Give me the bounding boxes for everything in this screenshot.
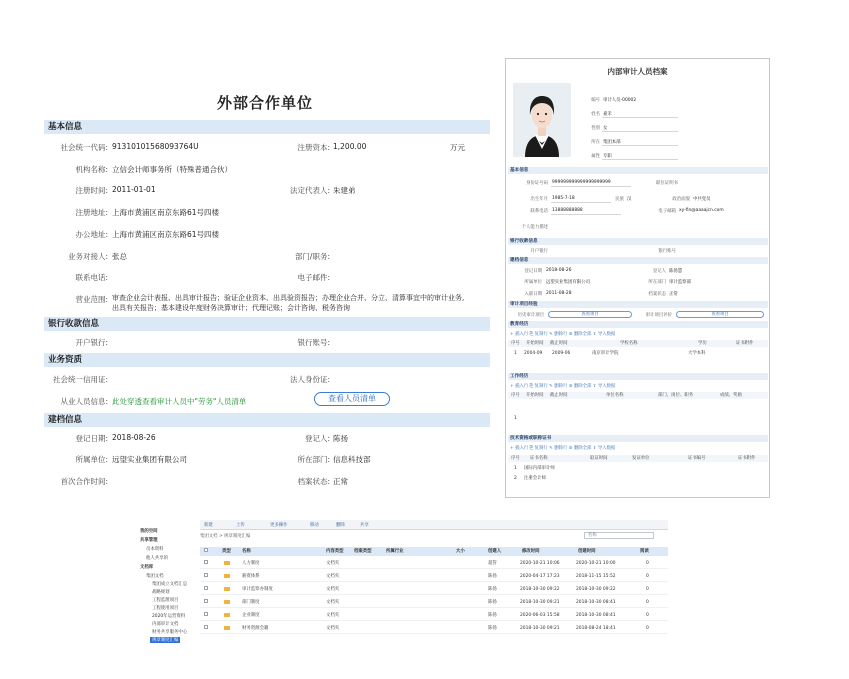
move-button[interactable]: 移动 xyxy=(310,523,319,528)
document-manager xyxy=(138,520,668,660)
reg-time-label: 注册时间: xyxy=(75,186,108,195)
select-all-checkbox[interactable] xyxy=(204,548,208,552)
auditor-join-label: 入职日期 xyxy=(524,292,542,297)
history-project-button[interactable]: 查看项目 xyxy=(548,311,632,318)
legal-rep-label: 法定代表人: xyxy=(289,186,330,195)
attribute-label: 属性 xyxy=(591,154,600,159)
auditor-dept-label: 所在部门 xyxy=(648,280,666,285)
share-button[interactable]: 共享 xyxy=(360,523,369,528)
doc-sidebar xyxy=(138,528,196,660)
eval-project-button[interactable]: 查看项目 xyxy=(676,311,764,318)
sidebar-item[interactable]: 我的空间 xyxy=(140,529,158,534)
legal-id-label: 法人身份证: xyxy=(289,375,330,384)
sidebar-item[interactable]: 共享管理 xyxy=(140,538,158,543)
section-bank-info: 银行收款信息 xyxy=(44,317,490,331)
serial-label: 编号 xyxy=(591,98,600,103)
birth-label: 出生年月 xyxy=(530,197,548,202)
auditor-person-label: 登记人 xyxy=(652,269,666,274)
auditor-section-education: 教育经历 xyxy=(508,321,768,328)
section-qualification: 业务资质 xyxy=(44,353,490,367)
folder-icon xyxy=(224,587,230,591)
sidebar-item[interactable]: 他人共享的 xyxy=(146,556,168,561)
view-staff-list-button[interactable]: 查看人员清单 xyxy=(314,392,390,406)
table-row[interactable]: 人力制度 文档夹 超管 2020-10-21 10:06 2020-10-21 10:00 0 xyxy=(200,558,668,569)
cert-table-header: 序号 证书名称 取证时间 发证单位 证书编号 证书附件 xyxy=(508,455,768,462)
folder-icon xyxy=(224,613,230,617)
sidebar-item[interactable]: 战略规划 xyxy=(152,590,170,595)
table-row[interactable]: 部门制度 文档夹 陈扬 2018-10-30 09:21 2018-10-30 08:41 0 xyxy=(200,597,668,608)
id-number-value[interactable]: 999999999999999999999 xyxy=(552,180,611,185)
credit-code-label: 社会统一代码: xyxy=(60,143,108,152)
dept-title-label: 部门/职务: xyxy=(294,252,330,261)
row-checkbox[interactable] xyxy=(204,560,208,564)
sidebar-item[interactable]: 集团文档 xyxy=(146,574,164,579)
capital-unit: 万元 xyxy=(450,143,465,152)
post-cert-label: 职位证明书 xyxy=(656,181,678,186)
auditor-unit-label: 所属单位 xyxy=(524,280,542,285)
folder-icon xyxy=(224,561,230,565)
auditor-state-label: 档案状态 xyxy=(648,292,666,297)
first-coop-label: 首次合作时间: xyxy=(60,477,108,486)
sidebar-item[interactable]: 工程监理项目 xyxy=(152,598,179,603)
auditor-section-project: 审计项目经验 xyxy=(508,301,768,308)
ethnic-label: 民族 xyxy=(615,197,624,202)
eval-project-label: 审计项目评价 xyxy=(645,313,672,318)
cert-table-toolbar[interactable]: + 插入行 ⎘ 复制行 ✎ 删除行 ⊘ 删除全部 ⇪ 导入数据 xyxy=(510,446,616,451)
reg-date-label: 登记日期: xyxy=(75,434,108,443)
location-label: 所在 xyxy=(591,140,600,145)
delete-button[interactable]: 删除 xyxy=(336,523,345,528)
table-row[interactable]: 财务资源会籍 文档夹 陈扬 2018-10-30 09:21 2018-08-24 18:41 0 xyxy=(200,623,668,634)
folder-icon xyxy=(224,600,230,604)
office-addr-value[interactable]: 上海市黄浦区南京东路61号四楼 xyxy=(112,230,220,239)
more-actions-button[interactable]: 更多操作 xyxy=(270,523,288,528)
auditor-photo[interactable] xyxy=(513,83,571,157)
id-number-label: 身份证号码 xyxy=(526,181,548,186)
reg-time-value[interactable]: 2011-01-01 xyxy=(112,185,156,194)
status-value[interactable]: 正常 xyxy=(333,477,348,486)
search-input[interactable]: 名称 xyxy=(584,532,654,539)
name-value[interactable]: 嘉禾 xyxy=(603,112,612,117)
mail-value[interactable]: xy-fin@aaaajcn.com xyxy=(679,208,724,213)
sidebar-item[interactable]: 财务共享服务中心 xyxy=(152,630,188,635)
ethnic-value[interactable]: 汉 xyxy=(627,197,632,202)
upload-button[interactable]: 上传 xyxy=(236,523,245,528)
cert-table-row[interactable]: 2 注册会计师 xyxy=(514,476,546,481)
table-row[interactable]: 审计监察办制度 文档夹 陈扬 2018-10-30 09:22 2018-10-30 09:22 0 xyxy=(200,584,668,595)
tel-label: 联系电话 xyxy=(530,209,548,214)
politics-label: 政治面貌 xyxy=(672,197,690,202)
resume-label: 个人能力描述 xyxy=(521,225,548,230)
unit-label: 所属单位: xyxy=(75,455,108,464)
mail-label: 电子邮箱 xyxy=(658,209,676,214)
scope-line-1: 审查企业会计表报、出具审计报告；验证企业资本、出具验资报告；办理企业合并、分立、清算事宜中的审计业务, xyxy=(112,294,465,302)
folder-icon xyxy=(224,626,230,630)
external-partner-form xyxy=(40,86,490,496)
scope-line-2: 出具有关报告；基本建设年度财务决算审计；代理记账；会计咨询、税务咨询 xyxy=(112,304,350,312)
reg-addr-label: 注册地址: xyxy=(75,208,108,217)
social-credit-label: 社会统一信用证: xyxy=(52,375,108,384)
doc-toolbar xyxy=(200,520,668,530)
staff-note: 此处穿透查看审计人员中"劳务"人员清单 xyxy=(112,397,247,406)
auditor-section-cert: 技术资格或职称证书 xyxy=(508,435,768,442)
org-name-value[interactable]: 立信会计师事务所（特殊普通合伙） xyxy=(112,165,232,174)
staff-info-label: 从业人员信息: xyxy=(60,397,108,406)
phone-label: 联系电话: xyxy=(75,273,108,282)
auditor-section-bank: 银行收款信息 xyxy=(508,238,768,245)
politics-value[interactable]: 中共党员 xyxy=(693,197,711,202)
edu-table-row[interactable]: 1 2004-09 2009-06 南京审计学院 大学本科 xyxy=(514,351,706,356)
registrar-value[interactable]: 陈扬 xyxy=(333,434,348,443)
auditor-dept-value[interactable]: 审计监察部 xyxy=(669,280,691,285)
contact-value[interactable]: 张总 xyxy=(112,252,127,261)
auditor-unit-value[interactable]: 远望实业集团有限公司 xyxy=(546,280,590,285)
sidebar-item[interactable]: 工程使用项目 xyxy=(152,606,179,611)
edu-table-header: 序号 开始时间 截止时间 学校名称 学历 证书附件 xyxy=(508,340,768,347)
serial-value[interactable]: 审计人员-00002 xyxy=(603,98,637,103)
gender-value[interactable]: 女 xyxy=(603,126,608,131)
edu-table-toolbar[interactable]: + 插入行 ⎘ 复制行 ✎ 删除行 ⊘ 删除全部 ⇪ 导入数据 xyxy=(510,332,616,337)
attribute-value[interactable]: 专职 xyxy=(603,154,612,159)
auditor-date-value[interactable]: 2018-08-26 xyxy=(546,268,572,273)
reg-capital-label: 注册资本: xyxy=(297,143,330,152)
auditor-acct-label: 银行账号 xyxy=(658,249,676,254)
internal-auditor-form xyxy=(505,58,770,498)
row-checkbox[interactable] xyxy=(204,625,208,629)
reg-addr-value[interactable]: 上海市黄浦区南京东路61号四楼 xyxy=(112,208,220,217)
auditor-state-value[interactable]: 正常 xyxy=(669,292,678,297)
section-archive: 建档信息 xyxy=(44,413,490,427)
section-basic-info: 基本信息 xyxy=(44,120,490,134)
row-checkbox[interactable] xyxy=(204,573,208,577)
auditor-section-basic: 基本信息 xyxy=(508,167,768,174)
auditor-section-archive: 建档信息 xyxy=(508,257,768,264)
gender-label: 性别 xyxy=(591,126,600,131)
location-value[interactable]: 集团本部 xyxy=(603,140,621,145)
reg-date-value[interactable]: 2018-08-26 xyxy=(112,433,156,442)
contact-label: 业务对接人: xyxy=(67,252,108,261)
office-addr-label: 办公地址: xyxy=(75,230,108,239)
registrar-label: 登记人: xyxy=(304,434,330,443)
work-table-toolbar[interactable]: + 插入行 ⎘ 复制行 ✎ 删除行 ⊘ 删除全部 ⇪ 导入数据 xyxy=(510,384,616,389)
name-label: 姓名 xyxy=(591,112,600,117)
auditor-person-value[interactable]: 陈扬慧 xyxy=(669,269,683,274)
history-project-label: 历史审计项目 xyxy=(517,313,544,318)
sidebar-item-active[interactable]: 规章制度汇编 xyxy=(152,638,179,643)
tel-value[interactable]: 13888888888 xyxy=(552,208,583,213)
table-row[interactable]: 企业制度 文档夹 陈扬 2020-06-03 15:58 2018-10-30 08:41 0 xyxy=(200,610,668,621)
breadcrumb[interactable]: 集团文档 > 规章制度汇编 xyxy=(200,534,251,539)
row-checkbox[interactable] xyxy=(204,586,208,590)
sidebar-item[interactable]: 员本资料 xyxy=(146,547,164,552)
status-label: 档案状态: xyxy=(297,477,330,486)
work-table-row[interactable]: 1 xyxy=(514,416,517,421)
work-table-header: 序号 开始时间 截止时间 单位名称 部门、岗位、职务 成绩、奖励 xyxy=(508,392,768,399)
auditor-form-title: 内部审计人员档案 xyxy=(607,67,668,76)
cert-table-row[interactable]: 1 国际内部审计师 xyxy=(514,466,555,471)
sidebar-item[interactable]: 2020年运营资料 xyxy=(152,614,186,619)
org-name-label: 机构名称: xyxy=(75,165,108,174)
row-checkbox[interactable] xyxy=(204,612,208,616)
account-label: 银行账号: xyxy=(297,338,330,347)
auditor-bank-label: 开户银行 xyxy=(530,249,548,254)
sidebar-item[interactable]: 文档库 xyxy=(140,565,154,570)
bank-label: 开户银行: xyxy=(75,338,108,347)
birth-value[interactable]: 1985-7-18 xyxy=(552,196,575,201)
credit-code-value[interactable]: 91310101568093764U xyxy=(112,142,199,151)
page-title: 外部合作单位 xyxy=(216,94,313,112)
dept-label: 所在部门: xyxy=(297,455,330,464)
dept-value[interactable]: 信息科技部 xyxy=(333,455,371,464)
doc-table-header: 类型 名称 内容类型 档案类型 所属行业 大小 创建人 修改时间 创建时间 阅读 xyxy=(200,547,668,556)
row-checkbox[interactable] xyxy=(204,599,208,603)
email-label: 电子邮件: xyxy=(297,273,330,282)
table-row[interactable]: 薪资体系 文档夹 陈扬 2020-04-17 17:23 2018-11-15 15:52 0 xyxy=(200,571,668,582)
auditor-join-value[interactable]: 2011-08-28 xyxy=(546,291,572,296)
legal-rep-value[interactable]: 朱建弟 xyxy=(333,186,356,195)
auditor-section-work: 工作经历 xyxy=(508,373,768,380)
reg-capital-value[interactable]: 1,200.00 xyxy=(333,142,367,151)
folder-icon xyxy=(224,574,230,578)
sidebar-item[interactable]: 集团成立文档汇总 xyxy=(152,582,188,587)
unit-value[interactable]: 远望实业集团有限公司 xyxy=(112,455,187,464)
auditor-date-label: 登记日期 xyxy=(524,269,542,274)
sidebar-item[interactable]: 内部审计文档 xyxy=(152,622,179,627)
scope-label: 营业范围: xyxy=(75,295,108,304)
new-button[interactable]: 新建 xyxy=(204,523,213,528)
